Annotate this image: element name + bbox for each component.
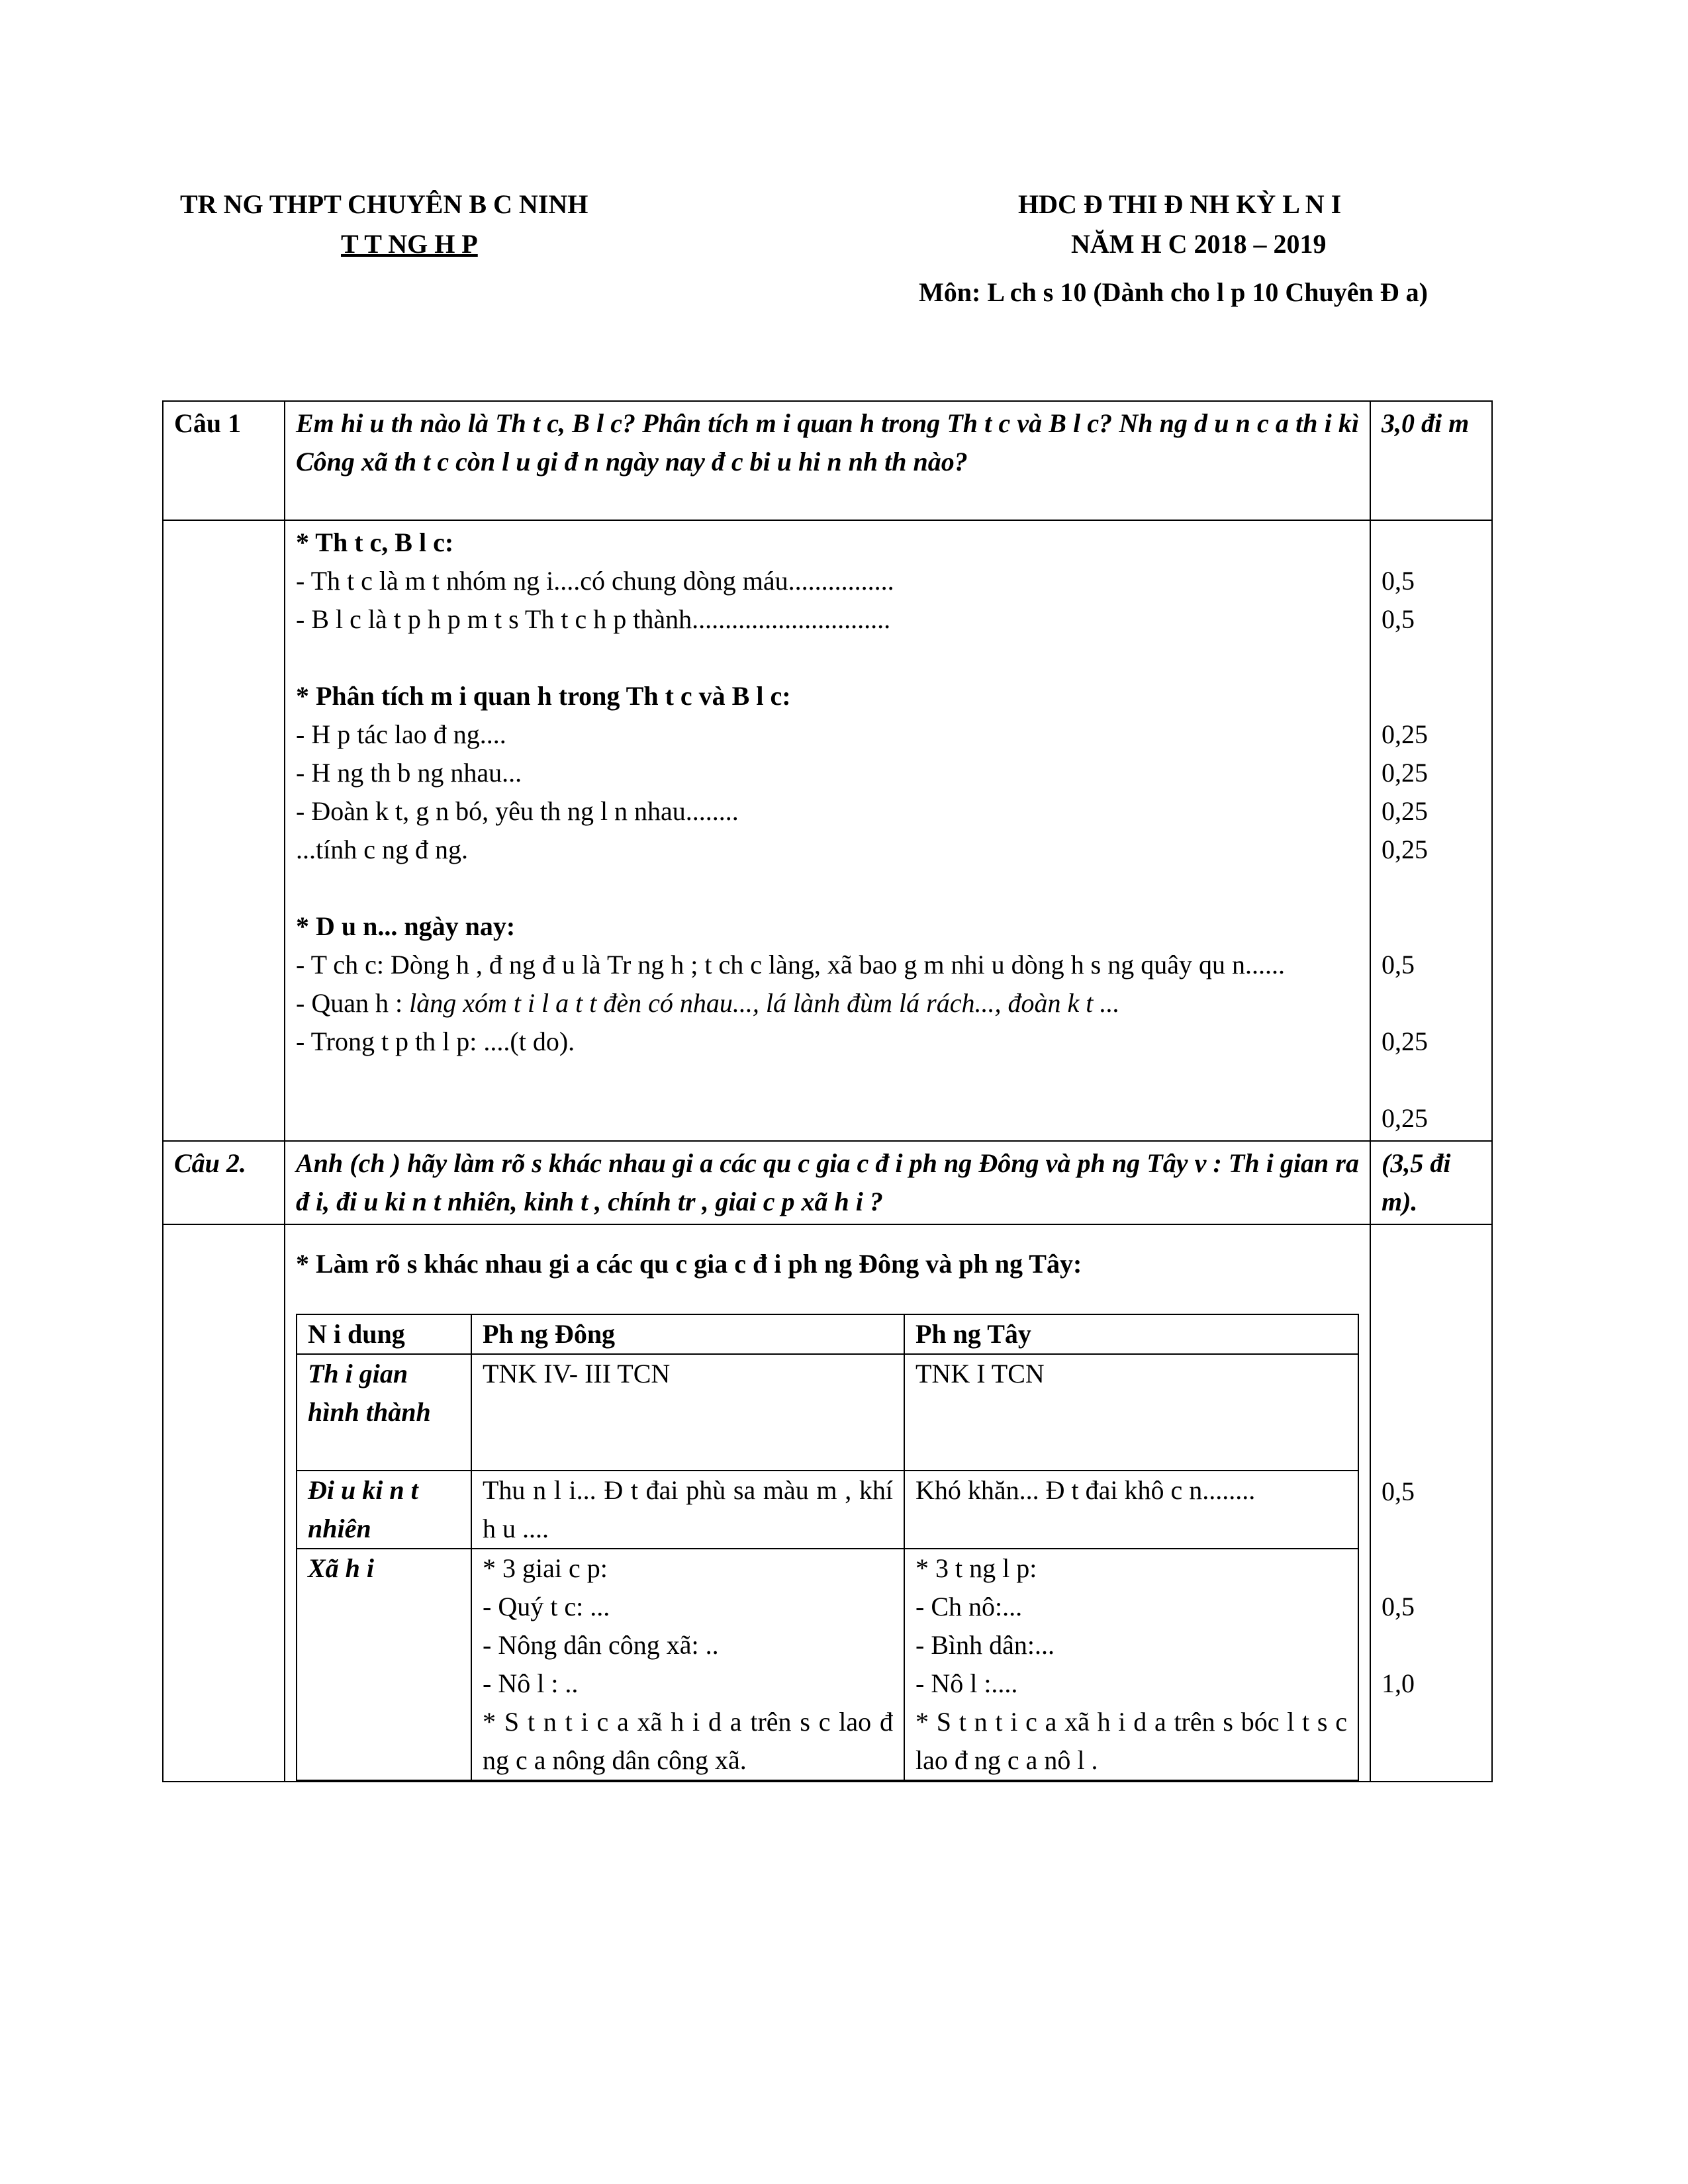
q2-scores [1370, 1224, 1492, 1782]
q1-question: Em hi u th nào là Th t c, B l c? Phân tích m i quan h trong Th t c và B l c? Nh ng d u n c a th i kì Công xã th t c còn l u gi đ n ngày nay đ c bi u hi n nh th nào? [285, 401, 1370, 520]
q1-line-8: * D u n... ngày nay: [296, 911, 516, 941]
q1-score: 0,25 [1382, 835, 1428, 864]
q1-score: 0,25 [1382, 758, 1428, 788]
q1-score: 0,25 [1382, 1103, 1428, 1133]
q1-line-3: * Phân tích m i quan h trong Th t c và B l c: [296, 681, 791, 711]
q2-score: 0,5 [1382, 1477, 1415, 1506]
row-east: * 3 giai c p: - Quý t c: ... - Nông dân công xã: .. - Nô l : .. * S t n t i c a xã h i d a trên s c lao đ ng c a nông dân công xã. [471, 1549, 904, 1780]
row-label: Xã h i [297, 1549, 471, 1780]
col-header-content: N i dung [297, 1314, 471, 1354]
q2-score: 1,0 [1382, 1668, 1415, 1698]
col-header-west: Ph ng Tây [904, 1314, 1358, 1354]
row-west: * 3 t ng l p: - Ch nô:... - Bình dân:... - Nô l :.... * S t n t i c a xã h i d a trên s bóc l t s c lao đ ng c a nô l . [904, 1549, 1358, 1780]
q1-line-5: - H ng th b ng nhau... [296, 758, 522, 788]
row-east: Thu n l i... Đ t đai phù sa màu m , khí h u .... [471, 1471, 904, 1549]
q1-question-row [163, 401, 1492, 520]
q1-line-0: * Th t c, B l c: [296, 527, 454, 557]
q2-question-row [163, 1141, 1492, 1224]
q2-heading: * Làm rõ s khác nhau gi a các qu c gia c đ i ph ng Đông và ph ng Tây: [296, 1249, 1082, 1279]
comparison-row [297, 1549, 1358, 1780]
q1-score: 0,25 [1382, 796, 1428, 826]
q1-score: 0,5 [1382, 566, 1415, 596]
comparison-table [296, 1314, 1359, 1781]
q1-answer [285, 520, 1370, 1141]
q2-answer [285, 1224, 1370, 1782]
group-name: T T NG H P [341, 229, 478, 259]
q1-scores [1370, 520, 1492, 1141]
row-label: Đi u ki n t nhiên [297, 1471, 471, 1549]
q2-score: 0,5 [1382, 1592, 1415, 1621]
comparison-row [297, 1471, 1358, 1549]
row-west: TNK I TCN [904, 1354, 1358, 1471]
answer-table [162, 400, 1493, 1782]
q1-line-12: - Trong t p th l p: ....(t do). [296, 1026, 575, 1056]
q2-label: Câu 2. [163, 1141, 285, 1224]
q2-answer-row [163, 1224, 1492, 1782]
comparison-header-row [297, 1314, 1358, 1354]
q1-proverbs: làng xóm t i l a t t đèn có nhau..., lá lành đùm lá rách..., đoàn k t ... [409, 988, 1120, 1018]
q1-answer-row [163, 520, 1492, 1141]
row-east: TNK IV- III TCN [471, 1354, 904, 1471]
row-label: Th i gian hình thành [297, 1354, 471, 1471]
q1-score: 0,5 [1382, 604, 1415, 634]
q1-score: 0,25 [1382, 719, 1428, 749]
col-header-east: Ph ng Đông [471, 1314, 904, 1354]
q1-score: 0,5 [1382, 950, 1415, 979]
q1-line-9: - T ch c: Dòng h , đ ng đ u là Tr ng h ; t ch c làng, xã bao g m nhi u dòng h s ng quây qu n...... [296, 950, 1285, 979]
q1-line-7: ...tính c ng đ ng. [296, 835, 468, 864]
q1-line-2: - B l c là t p h p m t s Th t c h p thành.............................. [296, 604, 891, 634]
q1-line-1: - Th t c là m t nhóm ng i....có chung dòng máu................ [296, 566, 894, 596]
q2-points: (3,5 đi m). [1370, 1141, 1492, 1224]
q1-label: Câu 1 [163, 401, 285, 520]
subject-line: Môn: L ch s 10 (Dành cho l p 10 Chuyên Đ a) [919, 277, 1429, 307]
comparison-row [297, 1354, 1358, 1471]
q1-line-6: - Đoàn k t, g n bó, yêu th ng l n nhau........ [296, 796, 739, 826]
school-name: TR NG THPT CHUYÊN B C NINH [180, 189, 588, 219]
doc-title: HDC Đ THI Đ NH KỲ L N I [1018, 189, 1342, 219]
school-year: NĂM H C 2018 – 2019 [1071, 229, 1327, 259]
q2-question: Anh (ch ) hãy làm rõ s khác nhau gi a các qu c gia c đ i ph ng Đông và ph ng Tây v : Th i gian ra đ i, đi u ki n t nhiên, kinh t , chính tr , giai c p xã h i ? [285, 1141, 1370, 1224]
q1-score: 0,25 [1382, 1026, 1428, 1056]
row-west: Khó khăn... Đ t đai khô c n........ [904, 1471, 1358, 1549]
q1-line-10: - Quan h : làng xóm t i l a t t đèn có nhau..., lá lành đùm lá rách..., đoàn k t ... [296, 988, 1120, 1018]
q1-line-4: - H p tác lao đ ng.... [296, 719, 506, 749]
q1-points: 3,0 đi m [1370, 401, 1492, 520]
